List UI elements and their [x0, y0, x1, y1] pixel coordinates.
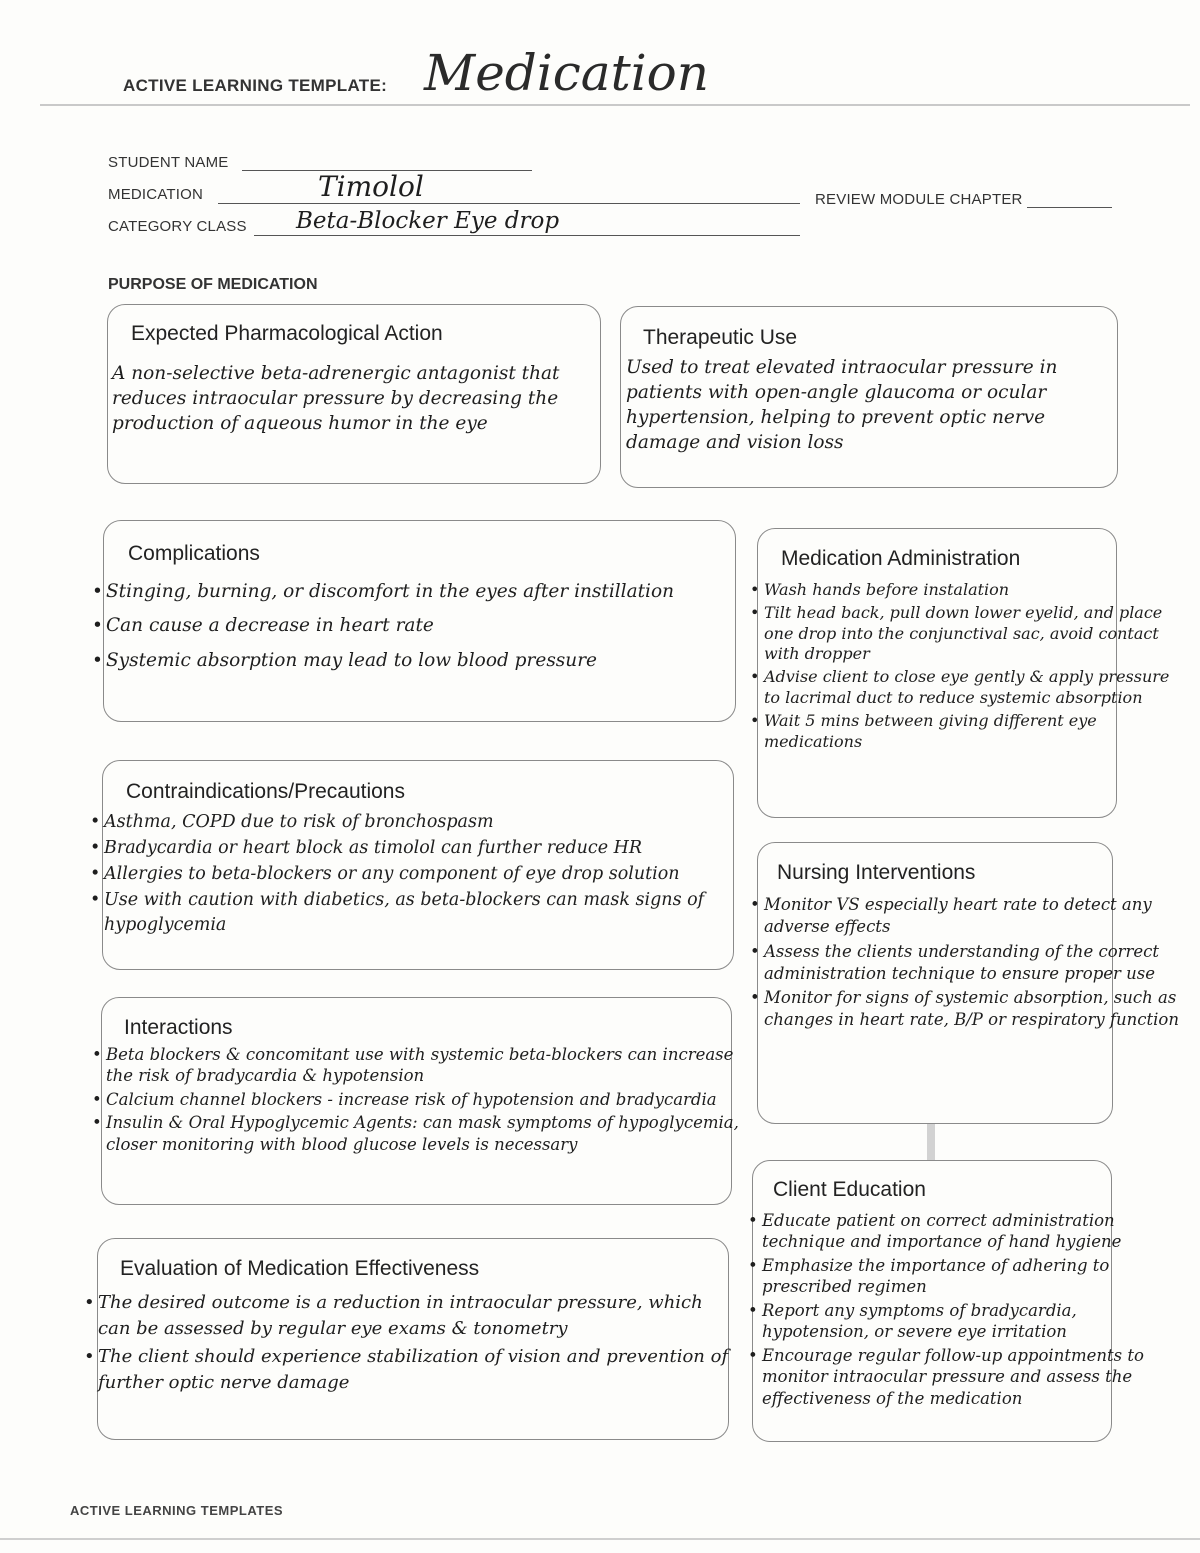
template-prefix: ACTIVE LEARNING TEMPLATE:	[123, 76, 388, 95]
expected-action-title: Expected Pharmacological Action	[131, 322, 443, 345]
medication-line	[218, 203, 800, 204]
medication-administration-list	[750, 580, 1190, 754]
category-class-label: CATEGORY CLASS	[108, 218, 247, 235]
client-education-list	[748, 1210, 1188, 1411]
complication-item: • Stinging, burning, or discomfort in the eyes after instillation	[92, 576, 737, 608]
expected-action-text: A non-selective beta-adrenergic antagonist that reduces intraocular pressure by decreasing the production of aqueous humor in the eye	[112, 363, 560, 434]
footer-label: ACTIVE LEARNING TEMPLATES	[70, 1503, 284, 1516]
interaction-item: • Insulin & Oral Hypoglycemic Agents: can mask symptoms of hypoglycemia, closer monitoring with blood glucose levels is necessary	[92, 1112, 742, 1155]
contraindication-item: • Asthma, COPD due to risk of bronchospasm	[90, 810, 740, 834]
client-education-title: Client Education	[773, 1178, 926, 1201]
administration-item: • Advise client to close eye gently & apply pressure to lacrimal duct to reduce systemic absorption	[750, 667, 1190, 709]
complications-list	[92, 576, 737, 679]
education-item: • Report any symptoms of bradycardia, hypotension, or severe eye irritation	[748, 1300, 1188, 1343]
complication-item: • Can cause a decrease in heart rate	[92, 610, 737, 642]
review-module-line	[1027, 207, 1112, 208]
interactions-list	[92, 1044, 742, 1157]
evaluation-list	[84, 1290, 739, 1398]
evaluation-item: • The desired outcome is a reduction in intraocular pressure, which can be assessed by regular eye exams & tonometry	[84, 1290, 739, 1342]
administration-item: • Wait 5 mins between giving different eye medications	[750, 711, 1190, 753]
intervention-item: • Assess the clients understanding of the correct administration technique to ensure proper use	[750, 941, 1190, 986]
interaction-item: • Beta blockers & concomitant use with systemic beta-blockers can increase the risk of bradycardia & hypotension	[92, 1044, 742, 1087]
education-item: • Emphasize the importance of adhering to prescribed regimen	[748, 1255, 1188, 1298]
contraindications-list	[90, 810, 740, 939]
template-title: Medication	[424, 44, 709, 102]
administration-item: • Tilt head back, pull down lower eyelid, and place one drop into the conjunctival sac, avoid contact with dropper	[750, 603, 1190, 665]
student-name-label: STUDENT NAME	[108, 154, 229, 171]
contraindication-item: • Allergies to beta-blockers or any component of eye drop solution	[90, 862, 740, 886]
review-module-label: REVIEW MODULE CHAPTER	[815, 191, 1023, 208]
nursing-interventions-list	[750, 894, 1190, 1034]
scan-edge-top	[40, 104, 1190, 106]
therapeutic-use-text: Used to treat elevated intraocular pressure in patients with open-angle glaucoma or ocular hypertension, helping to prevent optic nerve damage and vision loss	[626, 357, 1058, 453]
contraindications-title: Contraindications/Precautions	[126, 780, 405, 803]
evaluation-item: • The client should experience stabilization of vision and prevention of further optic nerve damage	[84, 1344, 739, 1396]
education-item: • Encourage regular follow-up appointments to monitor intraocular pressure and assess the effectiveness of the medication	[748, 1345, 1188, 1409]
medication-value[interactable]: Timolol	[318, 170, 424, 203]
intervention-item: • Monitor VS especially heart rate to detect any adverse effects	[750, 894, 1190, 939]
education-item: • Educate patient on correct administration technique and importance of hand hygiene	[748, 1210, 1188, 1253]
intervention-item: • Monitor for signs of systemic absorption, such as changes in heart rate, B/P or respiratory function	[750, 987, 1190, 1032]
interactions-title: Interactions	[124, 1016, 233, 1039]
category-class-line	[254, 235, 800, 236]
category-class-value[interactable]: Beta-Blocker Eye drop	[296, 208, 560, 234]
box-connector	[927, 1124, 935, 1160]
purpose-heading: PURPOSE OF MEDICATION	[108, 276, 318, 293]
scan-edge-bottom	[0, 1538, 1200, 1540]
contraindication-item: • Use with caution with diabetics, as beta-blockers can mask signs of hypoglycemia	[90, 888, 740, 936]
evaluation-title: Evaluation of Medication Effectiveness	[120, 1257, 480, 1280]
complications-title: Complications	[128, 542, 260, 565]
therapeutic-use-title: Therapeutic Use	[643, 326, 798, 349]
interaction-item: • Calcium channel blockers - increase risk of hypotension and bradycardia	[92, 1089, 742, 1110]
medication-label: MEDICATION	[108, 186, 204, 203]
contraindication-item: • Bradycardia or heart block as timolol can further reduce HR	[90, 836, 740, 860]
complication-item: • Systemic absorption may lead to low blood pressure	[92, 645, 737, 677]
nursing-interventions-title: Nursing Interventions	[777, 861, 976, 884]
medication-administration-title: Medication Administration	[781, 547, 1021, 570]
administration-item: • Wash hands before instalation	[750, 580, 1190, 601]
